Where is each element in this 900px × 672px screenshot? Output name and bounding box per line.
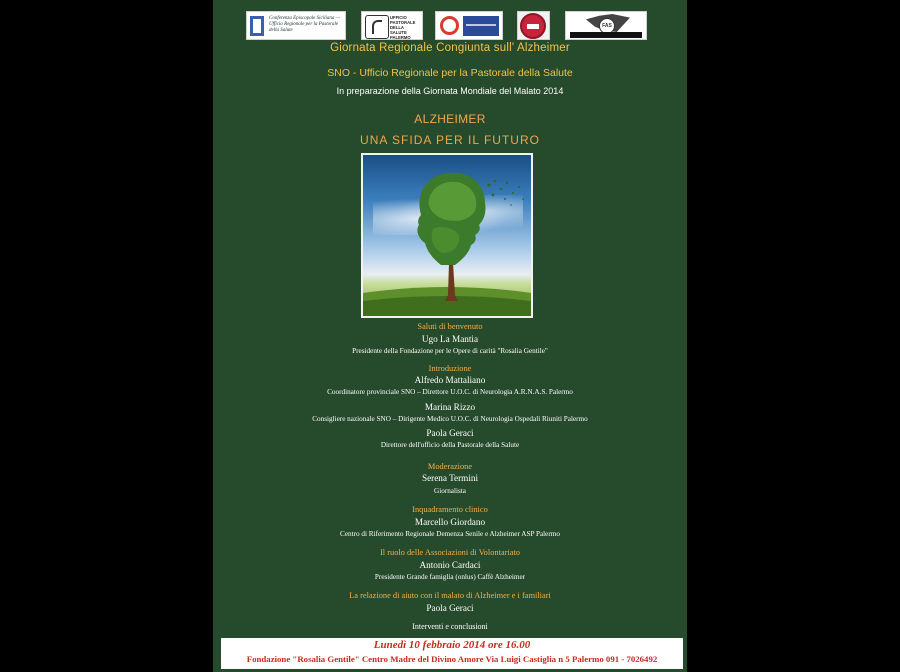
speaker-role: Giornalista [434, 487, 466, 495]
ufficio-pastorale-logo: UFFICIO PASTORALE DELLA SALUTE PALERMO [361, 11, 423, 40]
title-sfida: UNA SFIDA PER IL FUTURO [360, 133, 540, 147]
event-poster [213, 0, 687, 672]
section-label: Inquadramento clinico [412, 505, 488, 514]
swirl-icon [440, 16, 459, 35]
speaker-role: Direttore dell'ufficio della Pastorale della Salute [380, 441, 520, 449]
title-alzheimer: ALZHEIMER [414, 112, 486, 126]
closing-remarks: Interventi e conclusioni [412, 622, 488, 631]
speaker-role: Coordinatore provinciale SNO – Direttore U.O.C. di Neurologia A.R.N.A.S. Palermo [327, 388, 573, 396]
speaker-name: Ugo La Mantia [421, 334, 479, 344]
speaker-role: Centro di Riferimento Regionale Demenza Senile e Alzheimer ASP Palermo [340, 530, 560, 538]
speaker-name: Paola Geraci [426, 603, 474, 613]
speaker-name: Marcello Giordano [414, 517, 486, 527]
pastorale-mark-icon [365, 15, 389, 39]
seal-icon [520, 13, 546, 39]
amici-associazione-logo [435, 11, 503, 40]
section-label: Saluti di benvenuto [417, 322, 483, 331]
section-label: Il ruolo delle Associazioni di Volontariato [380, 548, 520, 557]
federazione-alzheimer-logo: FAS [565, 11, 647, 40]
flag-icon [250, 16, 264, 36]
event-venue: Fondazione "Rosalia Gentile" Centro Madre del Divino Amore Via Luigi Castiglia n 5 Palermo 091 - 7026492 [246, 654, 658, 664]
event-date: Lunedì 10 febbraio 2014 ore 16.00 [373, 639, 531, 651]
preparation-subtitle: In preparazione della Giornata Mondiale del Malato 2014 [336, 86, 564, 96]
speaker-name: Serena Termini [421, 473, 479, 483]
sno-heading: SNO - Ufficio Regionale per la Pastorale della Salute [327, 67, 573, 79]
speaker-name: Marina Rizzo [424, 402, 476, 412]
speaker-name: Antonio Cardaci [419, 560, 481, 570]
section-label: Introduzione [428, 364, 472, 373]
section-label: Moderazione [427, 462, 473, 471]
speaker-name: Paola Geraci [426, 428, 474, 438]
round-seal-logo [517, 11, 550, 40]
conferenza-episcopale-logo: Conferenza Episcopale Siciliana — Ufficio Regionale per la Pastorale della Salute [246, 11, 346, 40]
tree-head-image [361, 153, 533, 318]
speaker-name: Alfredo Mattaliano [414, 375, 486, 385]
giornata-heading: Giornata Regionale Congiunta sull' Alzheimer [330, 42, 570, 54]
event-footer [221, 638, 683, 669]
speaker-role: Consigliere nazionale SNO – Dirigente Medico U.O.C. di Neurologia Ospedali Riuniti Palermo [312, 415, 588, 423]
speaker-role: Presidente Grande famiglia (onlus) Caffè Alzheimer [374, 573, 526, 581]
section-label: La relazione di aiuto con il malato di Alzheimer e i familiari [349, 591, 551, 600]
speaker-role: Presidente della Fondazione per le Opere di carità "Rosalia Gentile" [352, 347, 548, 355]
